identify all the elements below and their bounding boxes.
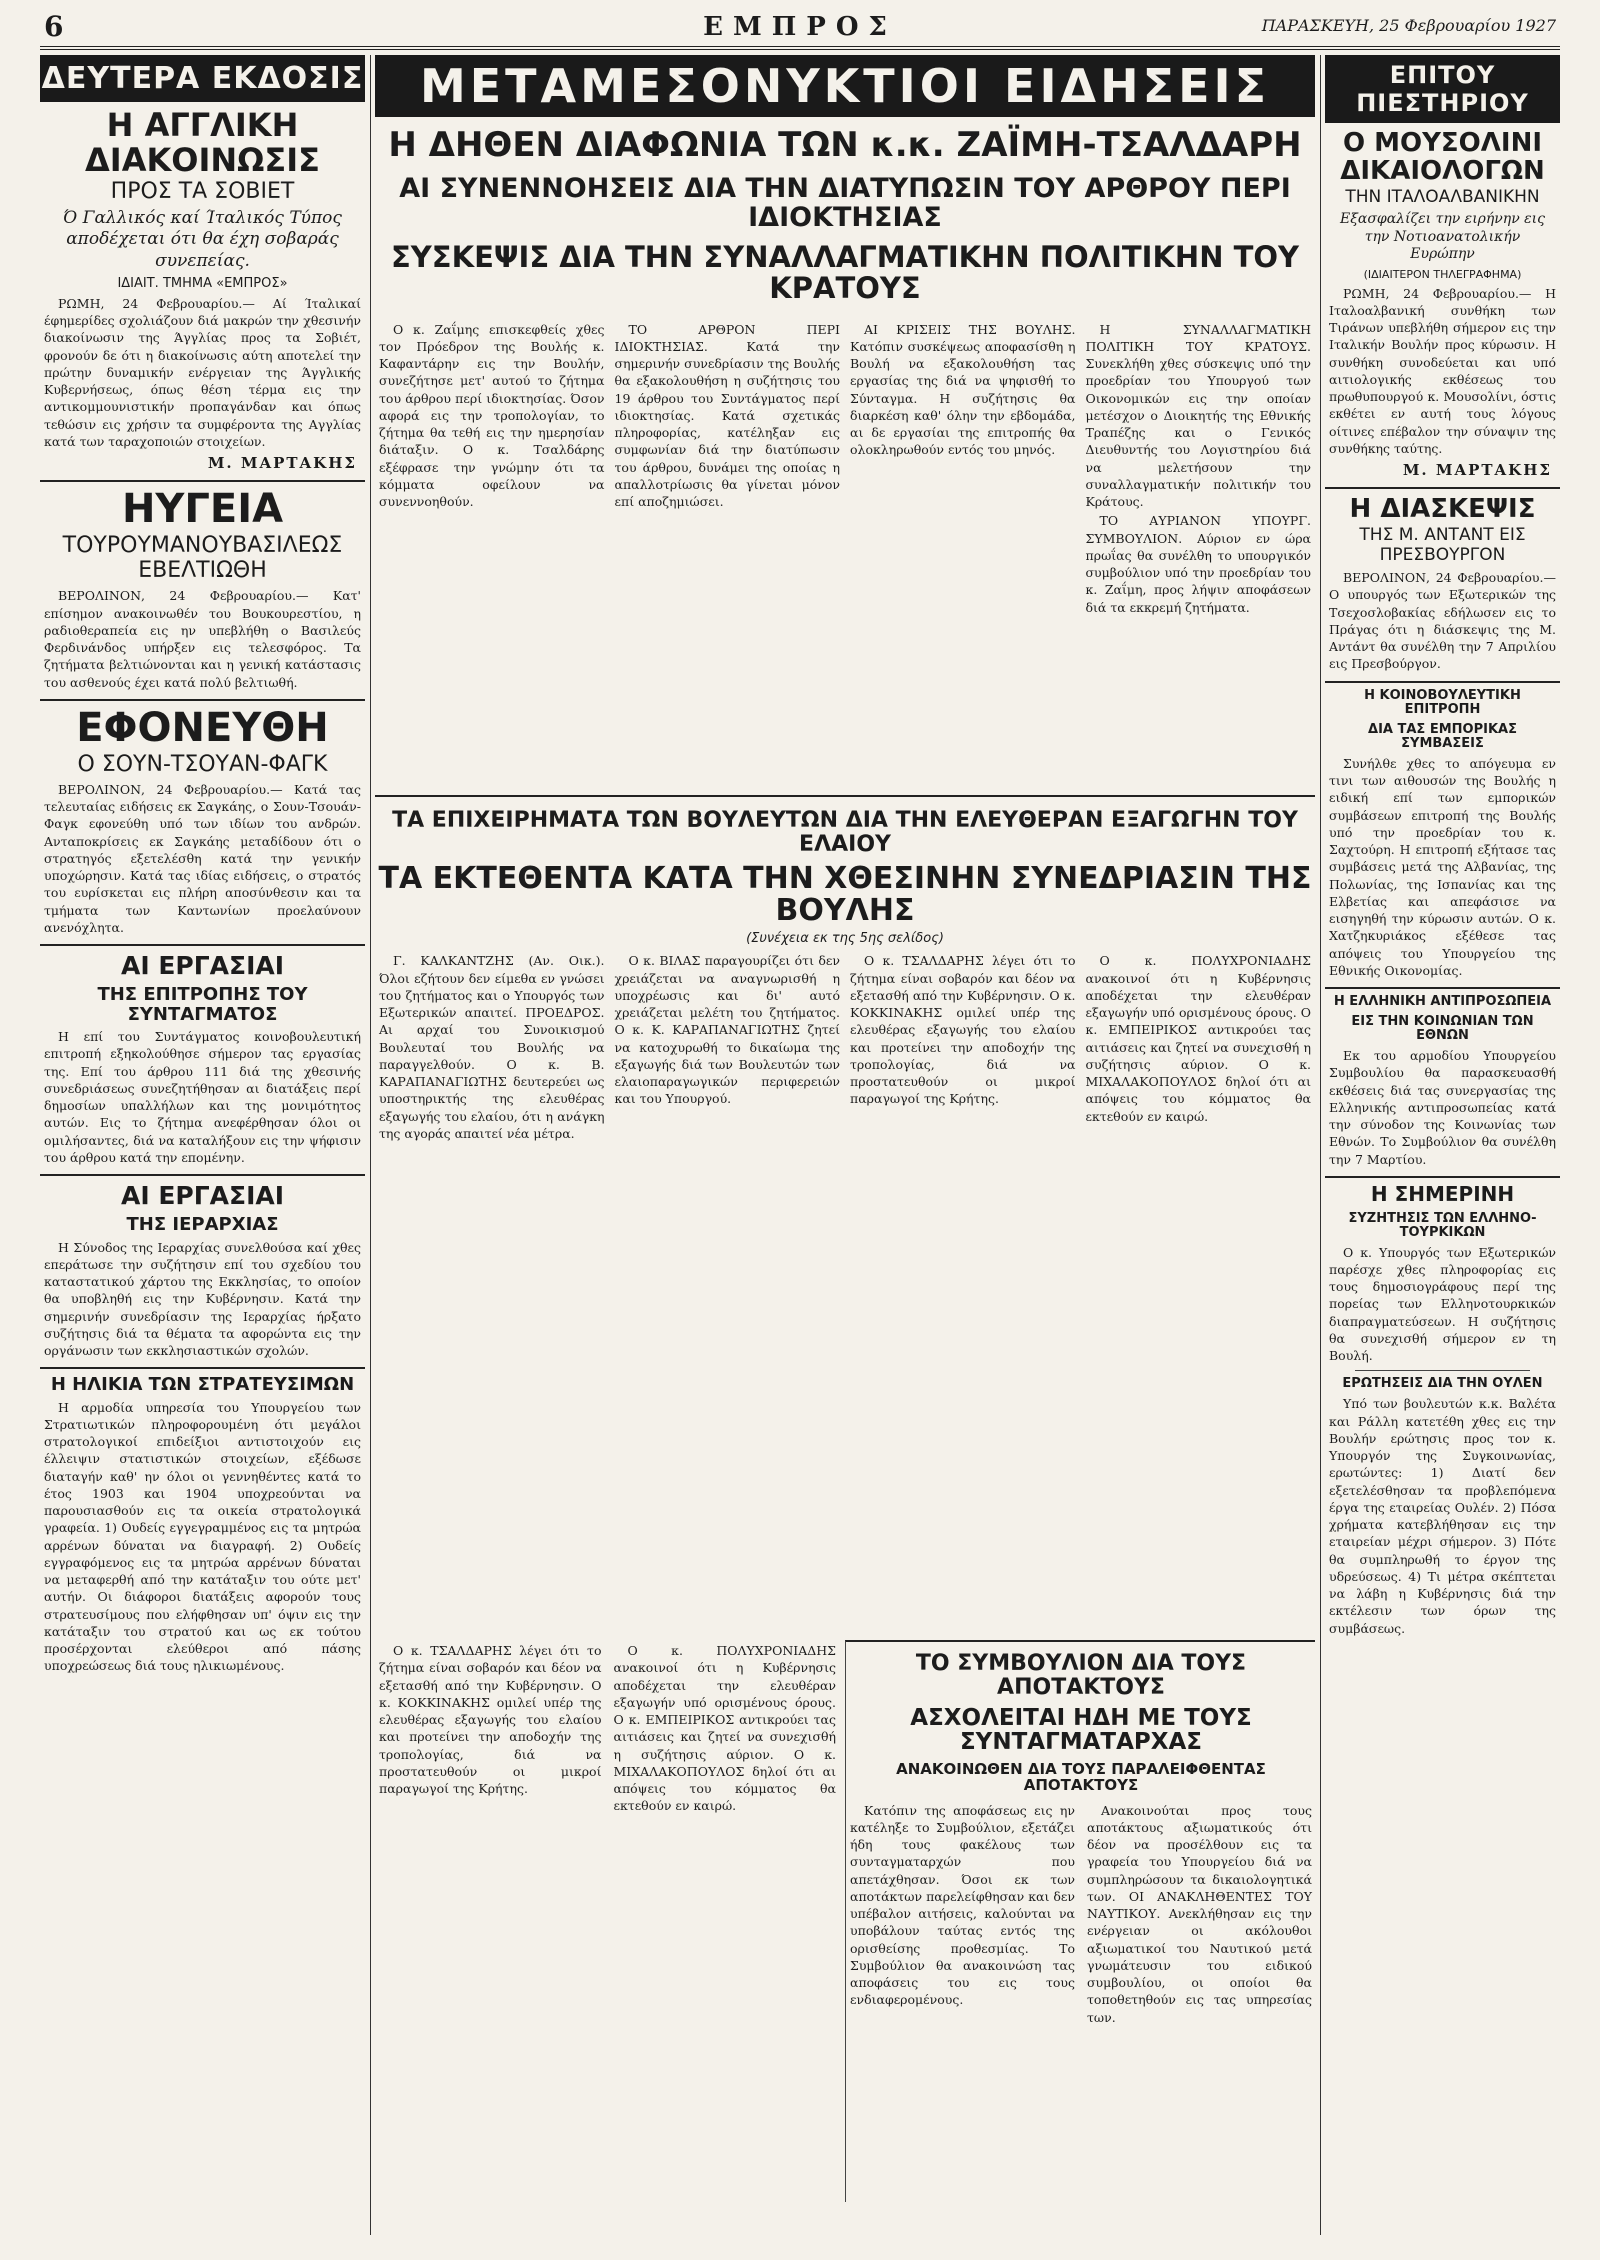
article-body: ΤΟ ΑΥΡΙΑΝΟΝ ΥΠΟΥΡΓ. ΣΥΜΒΟΥΛΙΟΝ. Αύριον εν ώρα πρωΐας θα συνέλθη το υπουργικόν συμβούλιον υπό την προεδρίαν του κ. Ζαΐμη, προς λήψιν αποφάσεων διά τα εκκρεμή ζητήματα.	[1085, 513, 1311, 615]
headline-3: ΣΥΣΚΕΨΙΣ ΔΙΑ ΤΗΝ ΣΥΝΑΛΛΑΓΜΑΤΙΚΗΝ ΠΟΛΙΤΙΚΗΝ ΤΟΥ ΚΡΑΤΟΥΣ	[390, 240, 1300, 306]
article-body: Υπό των βουλευτών κ.κ. Βαλέτα και Ράλλη κατετέθη χθες εις την Βουλήν ερώτησις προς τον κ. Υπουργόν της Συγκοινωνίας, ερωτώντες: 1) Διατί δεν εξετελέσθησαν τα προβλεπόμενα έργα της εταιρείας Ουλέν. 2) Πόσα χρήματα κατεβλήθησαν εις την εταιρείαν μέχρι σήμερον. 3) Πότε θα συμπληρωθή το έργον της υδρεύσεως. 4) Τι μέτρα σκέπτεται να λάβη η Κυβέρνησις διά την εκτέλεσιν των όρων της συμβάσεως.	[1329, 1396, 1556, 1636]
article-body: Ανακοινούται προς τους αποτάκτους αξιωματικούς ότι δέον να προσέλθουν εις τα γραφεία του Υπουργείου διά να συμπληρώσουν τα δικαιολογητικά των. ΟΙ ΑΝΑΚΛΗΘΕΝΤΕΣ ΤΟΥ ΝΑΥΤΙΚΟΥ. Ανεκλήθησαν εις την ενέργειαν οι ακόλουθοι αξιωματικοί του Ναυτικού μετά γνωμάτευσιν του ειδικού συμβουλίου, οι οποίοι θα τοποθετηθούν εις τας υπηρεσίας των.	[1087, 1802, 1312, 2025]
paper-name: ΕΜΠΡΟΣ	[703, 12, 897, 42]
olive-columns	[375, 950, 1315, 1144]
divider	[40, 1174, 365, 1176]
divider	[1325, 681, 1560, 683]
section-banner: ΔΕΥΤΕΡΑ ΕΚΔΟΣΙΣ	[40, 55, 365, 102]
article-body: Εκ του αρμοδίου Υπουργείου Συμβουλίου θα παρασκευασθή εκθέσεις διά τας συνεργασίας της Ελληνικής αντιπροσωπείας κατά την σύνοδον της Κοινωνίας των Εθνών. Το Συμβούλιον θα συνέλθη την 7 Μαρτίου.	[1329, 1048, 1556, 1167]
council-columns	[846, 1800, 1315, 2028]
right-column	[1325, 55, 1560, 2235]
lead-columns	[375, 319, 1315, 618]
article-british-note	[40, 108, 365, 472]
article-body: Συνήλθε χθες το απόγευμα εν τινι των αιθουσών της Βουλής η ειδική επί των εμπορικών συμβάσεων επιτροπή της Βουλής υπό την προεδρίαν του κ. Σαχτούρη. Η επιτροπή εξήτασε τας συμβάσεις μετά της Αλβανίας, της Πολωνίας, της Ισπανίας και της Ελβετίας και απεφάσισε να εισηγηθή την κύρωσιν αυτών. Ο κ. Χατζηκυριάκος εξέθεσε τας απόψεις του Υπουργείου της Εθνικής Οικονομίας.	[1329, 755, 1556, 978]
headline-2: ΑΙ ΣΥΝΕΝΝΟΗΣΕΙΣ ΔΙΑ ΤΗΝ ΔΙΑΤΥΠΩΣΙΝ ΤΟΥ ΑΡΘΡΟΥ ΠΕΡΙ ΙΔΙΟΚΤΗΣΙΑΣ	[399, 172, 1291, 233]
headline: Ο ΜΟΥΣΟΛΙΝΙ ΔΙΚΑΙΟΛΟΓΩΝ	[1340, 128, 1545, 187]
headline: Η ΔΙΑΣΚΕΨΙΣ	[1349, 494, 1536, 525]
article-king-health	[40, 488, 365, 691]
article-body: ΒΕΡΟΛΙΝΟΝ, 24 Φεβρουαρίου.— Κατ' επίσημον ανακοινωθέν του Βουκουρεστίου, η ραδιοθεραπεία εις ην υπεβλήθη ο Βασιλεύς Φερδινάνδος υπήρξεν εις τελεσφόρος. Τα ζητήματα βελτιώνονται και η γενική κατάστασις του ασθενούς έχει κατά πολύ βελτιωθή.	[44, 588, 361, 690]
article-conscripts	[40, 1375, 365, 1674]
subheadline: ΤΗΝ ΙΤΑΛΟΑΛΒΑΝΙΚΗΝ	[1345, 187, 1540, 208]
subheadline: ΣΥΖΗΤΗΣΙΣ ΤΩΝ ΕΛΛΗΝΟ-ΤΟΥΡΚΙΚΩΝ	[1348, 1210, 1537, 1240]
article-constitution-committee	[40, 952, 365, 1166]
headline-3: ΑΝΑΚΟΙΝΩΘΕΝ ΔΙΑ ΤΟΥΣ ΠΑΡΑΛΕΙΦΘΕΝΤΑΣ ΑΠΟΤΑΚΤΟΥΣ	[896, 1760, 1266, 1795]
section-banner: ΜΕΤΑΜΕΣΟΝΥΚΤΙΟΙ ΕΙΔΗΣΕΙΣ	[375, 55, 1315, 117]
article-body: Η Σύνοδος της Ιεραρχίας συνελθούσα καί χθες επεράτωσε την συζήτησιν επί του σχεδίου του καταστατικού χάρτου της Εκκλησίας, το οποίον θα υποβληθή εις την Κυβέρνησιν. Κατά την σημερινήν συνεδρίασιν της Ιεραρχίας ήρξατο συζήτησις διά τα θέματα τα αφορώντα εις την οργάνωσιν των εκκλησιαστικών σχολών.	[44, 1239, 361, 1359]
headline: ΑΙ ΕΡΓΑΣΙΑΙ	[120, 1181, 285, 1211]
article-body: Ο κ. Υπουργός των Εξωτερικών παρέσχε χθες πληροφορίας εις τους δημοσιογράφους περί της πορείας των Ελληνοτουρκικών διαπραγματεύσεων. Η συζήτησις θα συνεχισθή σήμερον εν τη Βουλή.	[1329, 1244, 1556, 1364]
byline: Μ. ΜΑΡΤΑΚΗΣ	[1402, 461, 1552, 480]
article-hierarchy	[40, 1182, 365, 1359]
article-body: ΒΕΡΟΛΙΝΟΝ, 24 Φεβρουαρίου.— Κατά τας τελευταίας ειδήσεις εκ Σαγκάης, ο Σουν-Τσουάν-Φαγκ εφονεύθη υπό των ιδίων του ανδρών. Ανταποκρίσεις εκ Σαγκάης μεταδίδουν ότι ο στρατηγός εξετελέσθη κατά την γενικήν υποχώρησιν. Κατά τας ιδίας ειδήσεις, ο στρατός του ευρίσκεται εις πλήρη αποσύνθεσιν και τα τμήματα των Καντωνίων προελαύνουν ανενόχλητα.	[44, 781, 361, 935]
subheadline: ΤΗΣ ΕΠΙΤΡΟΠΗΣ ΤΟΥ ΣΥΝΤΑΓΜΑΤΟΣ	[97, 984, 308, 1025]
headline: Η ΕΛΛΗΝΙΚΗ ΑΝΤΙΠΡΟΣΩΠΕΙΑ	[1333, 994, 1552, 1010]
article-entente	[1325, 495, 1560, 673]
headline: ΑΙ ΕΡΓΑΣΙΑΙ	[120, 951, 285, 981]
article-body: ΡΩΜΗ, 24 Φεβρουαρίου.— Αί Ίταλικαί έφημερίδες σχολιάζουν διά μακρών την χθεσινήν διακοίνωσιν της Άγγλίας προς τα Σοβιέτ, φρονούν δε ότι η διακοίνωσις αύτη αποτελεί την πρώτην δυναμικήν ενέργειαν της Άγγλικής Κυβερνήσεως, όπως θέση τέρμα εις την αντικομμουνιστικήν προπαγάνδαν και όπως τεθώσιν εις χρήσιν τα συμφέροντα της Αγγλίας κατά των ταραχοποιών στοιχείων.	[44, 295, 361, 449]
article-greek-turkish	[1325, 1181, 1560, 1364]
article-mussolini	[1325, 129, 1560, 479]
section-banner: ΕΠΙΤΟΥ ΠΙΕΣΤΗΡΙΟΥ	[1325, 55, 1560, 123]
left-column	[40, 55, 365, 2235]
deck: Εξασφαλίζει την ειρήνην εις την Νοτιοανατολικήν Ευρώπην	[1339, 211, 1546, 263]
article-body: ΒΕΡΟΛΙΝΟΝ, 24 Φεβρουαρίου.— Ο υπουργός των Εξωτερικών της Τσεχοσλοβακίας εδήλωσεν εις το Πράγας ότι η διάσκεψις της Μ. Αντάντ θα συνέλθη την 7 Απριλίου εις Πρεσβούργον.	[1329, 570, 1556, 672]
article-lead	[375, 121, 1315, 791]
olive-continuation-columns	[375, 1640, 840, 1817]
article-body: Ο κ. Ζαΐμης επισκεφθείς χθες τον Πρόεδρον της Βουλής κ. Καφαντάρην εις την Βουλήν, συνεζήτησε μετ' αυτού το ζήτημα του άρθρου περί ιδιοκτησίας. Όσον αφορά εις την τροπολογίαν, το ζήτημα θα τεθή εις την ημερησίαν διάταξιν. Ο κ. Τσαλδάρης εξέφρασε την γνώμην ότι τα κόμματα οφείλουν να συνεννοηθούν.	[379, 321, 605, 510]
headline: Η ΑΓΓΛΙΚΗ ΔΙΑΚΟΙΝΩΣΙΣ	[85, 106, 320, 179]
article-body: Ο κ. ΤΣΑΛΔΑΡΗΣ λέγει ότι το ζήτημα είναι σοβαρόν και δέον να εξετασθή από την Κυβέρνησιν. Ο κ. ΚΟΚΚΙΝΑΚΗΣ ομιλεί υπέρ της ελευθέρας εξαγωγής του ελαίου και προτείνει την αποδοχήν της τροπολογίας, διά να προστατευθούν οι μικροί παραγωγοί της Κρήτης.	[850, 953, 1076, 1107]
article-league-of-nations	[1325, 995, 1560, 1168]
subheadline: ΤΟΥΡΟΥΜΑΝΟΥΒΑΣΙΛΕΩΣ ΕΒΕΛΤΙΩΘΗ	[62, 533, 343, 584]
byline: Μ. ΜΑΡΤΑΚΗΣ	[207, 454, 357, 473]
headline: Η ΣΗΜΕΡΙΝΗ	[1370, 1181, 1515, 1206]
headline: Η ΔΗΘΕΝ ΔΙΑΦΩΝΙΑ ΤΩΝ κ.κ. ΖΑΪΜΗ-ΤΣΑΛΔΑΡΗ	[388, 125, 1302, 165]
subheadline: ΔΙΑ ΤΑΣ ΕΜΠΟΡΙΚΑΣ ΣΥΜΒΑΣΕΙΣ	[1368, 721, 1517, 751]
deck: Ό Γαλλικός καί Ίταλικός Τύπος αποδέχεται ότι θα έχη σοβαράς συνεπείας.	[63, 208, 342, 271]
article-trade-committee	[1325, 689, 1560, 979]
article-killed	[40, 704, 365, 936]
divider	[40, 480, 365, 482]
headline: Η ΚΟΙΝΟΒΟΥΛΕΥΤΙΚΗ ΕΠΙΤΡΟΠΗ	[1364, 687, 1521, 717]
divider	[40, 1367, 365, 1369]
issue-date: ΠΑΡΑΣΚΕΥΗ, 25 Φεβρουαρίου 1927	[1261, 16, 1556, 35]
headline: ΕΡΩΤΗΣΕΙΣ ΔΙΑ ΤΗΝ ΟΥΛΕΝ	[1342, 1376, 1543, 1392]
continuation-note: (Συνέχεια εκ της 5ης σελίδος)	[746, 931, 944, 947]
article-body: Ο κ. ΠΟΛΥΧΡΟΝΙΑΔΗΣ ανακοινοί ότι η Κυβέρνησις αποδέχεται την ελευθέραν εξαγωγήν υπό ορισμένους όρους. Ο κ. ΕΜΠΕΙΡΙΚΟΣ αντικρούει τας αιτιάσεις και ζητεί να συνεχισθή η συζήτησις αύριον. Ο κ. ΜΙΧΑΛΑΚΟΠΟΥΛΟΣ δηλοί ότι αι απόψεις του κόμματος θα εκτεθούν εν καιρώ.	[613, 1643, 836, 1814]
article-body: Η επί του Συντάγματος κοινοβουλευτική επιτροπή εξηκολούθησε σήμερον τας εργασίας της. Επί του άρθρου 111 διά της χθεσινής συνεδριάσεως συνεζητήθησαν αι διατάξεις περί δημοσίων υπαλλήλων και της μονιμότητος αυτών. Εις το ζήτημα ανεφέρθησαν όλοι οι ομιλήσαντες, διά να καταλήξουν εις την ψήφισιν του άρθρου κατά την επομένην.	[44, 1029, 361, 1165]
headline-2: ΤΑ ΕΚΤΕΘΕΝΤΑ ΚΑΤΑ ΤΗΝ ΧΘΕΣΙΝΗΝ ΣΥΝΕΔΡΙΑΣΙΝ ΤΗΣ ΒΟΥΛΗΣ	[378, 860, 1312, 928]
source-line: (ΙΔΙΑΙΤΕΡΟΝ ΤΗΛΕΓΡΑΦΗΜΑ)	[1363, 267, 1522, 281]
article-council-dismissed	[845, 1640, 1315, 2202]
article-body: ΡΩΜΗ, 24 Φεβρουαρίου.— Η Ιταλοαλβανική συνθήκη των Τιράνων υπεβλήθη σήμερον εις την Ιταλικήν Βουλήν προς κύρωσιν. Η συνθήκη συνοδεύεται και υπό αιτιολογικής εκθέσεως του πρωθυπουργού κ. Μουσολίνι, όστις εκθέτει εν αυτή τους λόγους οίτινες επέβαλον την σύναψιν της συνθήκης ταύτης.	[1329, 285, 1556, 456]
headline: ΕΦΟΝΕΥΘΗ	[76, 704, 329, 751]
article-ulen	[1325, 1377, 1560, 1637]
divider	[40, 699, 365, 701]
divider	[40, 944, 365, 946]
headline: ΤΑ ΕΠΙΧΕΙΡΗΜΑΤΑ ΤΩΝ ΒΟΥΛΕΥΤΩΝ ΔΙΑ ΤΗΝ ΕΛΕΥΘΕΡΑΝ ΕΞΑΓΩΓΗΝ ΤΟΥ ΕΛΑΙΟΥ	[392, 808, 1298, 857]
divider	[1325, 487, 1560, 489]
article-body: ΤΟ ΑΡΘΡΟΝ ΠΕΡΙ ΙΔΙΟΚΤΗΣΙΑΣ. Κατά την σημερινήν συνεδρίασιν της Βουλής θα εξακολουθήση η συζήτησις του 19 άρθρου του Συντάγματος περί ιδιοκτησίας. Κατά σχετικάς πληροφορίας, κατέληξαν εις συμφωνίαν διά την διατύπωσιν του άρθρου, δυνάμει της οποίας η απαλλοτρίωσις θα γίνεται μόνον επί αποζημιώσει.	[614, 321, 840, 510]
masthead	[40, 8, 1560, 50]
article-body: Ο κ. ΤΣΑΛΔΑΡΗΣ λέγει ότι το ζήτημα είναι σοβαρόν και δέον να εξετασθή από την Κυβέρνησιν. Ο κ. ΚΟΚΚΙΝΑΚΗΣ ομιλεί υπέρ της ελευθέρας εξαγωγής του ελαίου και προτείνει την αποδοχήν της τροπολογίας, διά να προστατευθούν οι μικροί παραγωγοί της Κρήτης.	[379, 1643, 602, 1796]
headline: Η ΗΛΙΚΙΑ ΤΩΝ ΣΤΡΑΤΕΥΣΙΜΩΝ	[50, 1374, 355, 1396]
headline: ΤΟ ΣΥΜΒΟΥΛΙΟΝ ΔΙΑ ΤΟΥΣ ΑΠΟΤΑΚΤΟΥΣ	[915, 1651, 1247, 1700]
source-line: ΙΔΙΑΙΤ. ΤΜΗΜΑ «ΕΜΠΡΟΣ»	[117, 275, 288, 291]
article-body: Γ. ΚΑΛΚΑΝΤΖΗΣ (Αν. Οικ.). Όλοι εζήτουν δεν είμεθα εν γνώσει του ζητήματος και ο Υπουργός των Εξωτερικών απαιτεί. ΠΡΟΕΔΡΟΣ. Αι αρχαί του Συνοικισμού Βουλευταί του Βουλής να παραγγελθούν. Ο κ. Β. ΚΑΡΑΠΑΝΑΓΙΩΤΗΣ δευτερεύει ως υποστηρικτής της ελευθέρας εξαγωγής του ελαίου, ότι η ανάγκη της αγοράς απαιτεί νέα μέτρα.	[379, 953, 605, 1141]
column-rule	[370, 55, 371, 2235]
subheadline: Ο ΣΟΥΝ-ΤΣΟΥΑΝ-ΦΑΓΚ	[77, 751, 328, 777]
divider	[1325, 1176, 1560, 1178]
center-column	[375, 55, 1315, 2235]
subheadline: ΠΡΟΣ ΤΑ ΣΟΒΙΕΤ	[110, 179, 295, 205]
lead-column-4	[1086, 319, 1312, 618]
article-body: Ο κ. ΒΙΛΑΣ παραγουρίζει ότι δεν χρειάζεται να αναγνωρισθή η υποχρέωσις και δι' αυτό χρειάζεται μελέτη του ζητήματος. Ο κ. Κ. ΚΑΡΑΠΑΝΑΓΙΩΤΗΣ ζητεί να κατοχυρωθή το δικαίωμα της εξαγωγής διά των Βουλευτών των ελαιοπαραγωγικών περιφερειών και του Υπουργού.	[614, 953, 840, 1107]
article-olive-export	[375, 795, 1315, 1637]
article-body: Η ΣΥΝΑΛΛΑΓΜΑΤΙΚΗ ΠΟΛΙΤΙΚΗ ΤΟΥ ΚΡΑΤΟΥΣ. Συνεκλήθη χθες σύσκεψις υπό την προεδρίαν του Υπουργού των Οικονομικών εις την οποίαν μετέσχον ο Διοικητής της Εθνικής Τραπέζης και ο Γενικός Διευθυντής του Λογιστηρίου διά να μελετήσουν την συναλλαγματικήν πολιτικήν του Κράτους.	[1085, 321, 1311, 510]
headline: ΗΥΓΕΙΑ	[121, 486, 284, 533]
article-body: ΑΙ ΚΡΙΣΕΙΣ ΤΗΣ ΒΟΥΛΗΣ. Κατόπιν συσκέψεως αποφασίσθη η Βουλή να εξακολουθήση τας εργασίας της διά να ψηφισθή το Σύνταγμα. Η συζήτησις θα διαρκέση καθ' όλην την εβδομάδα, αι δε εργασίαι της επιτροπής θα ολοκληρωθούν εντός του μηνός.	[850, 321, 1076, 458]
article-body: Κατόπιν της αποφάσεως εις ην κατέληξε το Συμβούλιον, εξετάζει ήδη τους φακέλους των συνταγματαρχών που απετάχθησαν. Όσοι εκ των αποτάκτων παρελείφθησαν και δεν υπέβαλον αιτήσεις, καλούνται να υποβάλουν ταύτας εντός της ορισθείσης προθεσμίας. Το Συμβούλιον θα ανακοινώση τας αποφάσεις του εις τους ενδιαφερομένους.	[850, 1802, 1075, 2008]
divider	[1325, 987, 1560, 989]
subheadline: ΤΗΣ Μ. ΑΝΤΑΝΤ ΕΙΣ ΠΡΕΣΒΟΥΡΓΟΝ	[1359, 525, 1526, 566]
article-body: Η αρμοδία υπηρεσία του Υπουργείου των Στρατιωτικών πληροφορουμένη ότι μεγάλοι στρατολογικοί επιδείξιοι αντιστοιχούν εις έλλειψιν στατιστικών στοιχείων, εξέδωσε διαταγήν καθ' ην όλοι οι γεννηθέντες κατά το έτος 1903 και 1904 υποχρεούνται να παρουσιασθούν εις τα οικεία στρατολογικά γραφεία. 1) Ουδείς εγγεγραμμένος εις τα μητρώα αρρένων δύναται να διαγραφή. 2) Ουδείς εγγραφόμενος εις τα μητρώα αρρένων δύναται να μεταφερθή από την κατάταξιν του ούτε μετ' αυτήν. Οι διάφοροι διατάξεις αφορούν τους στρατευσίμους που ελήφθησαν υπ' όψιν εις την κατάταξιν του στρατού και ως εκ τούτου προσέρχονται ελεύθεροι από πάσης υποχρεώσεως διά τους ηλικιωμένους.	[44, 1399, 361, 1674]
headline-2: ΑΣΧΟΛΕΙΤΑΙ ΗΔΗ ΜΕ ΤΟΥΣ ΣΥΝΤΑΓΜΑΤΑΡΧΑΣ	[910, 1704, 1252, 1756]
column-rule	[1320, 55, 1321, 2235]
divider	[1355, 1370, 1530, 1371]
article-body: Ο κ. ΠΟΛΥΧΡΟΝΙΑΔΗΣ ανακοινοί ότι η Κυβέρνησις αποδέχεται την ελευθέραν εξαγωγήν υπό ορισμένους όρους. Ο κ. ΕΜΠΕΙΡΙΚΟΣ αντικρούει τας αιτιάσεις και ζητεί να συνεχισθή η συζήτησις αύριον. Ο κ. ΜΙΧΑΛΑΚΟΠΟΥΛΟΣ δηλοί ότι αι απόψεις του κόμματος θα εκτεθούν εν καιρώ.	[1085, 953, 1311, 1124]
subheadline: ΕΙΣ ΤΗΝ ΚΟΙΝΩΝΙΑΝ ΤΩΝ ΕΘΝΩΝ	[1351, 1014, 1534, 1044]
olive-continuation	[375, 1640, 840, 2200]
subheadline: ΤΗΣ ΙΕΡΑΡΧΙΑΣ	[126, 1214, 279, 1236]
page-number: 6	[44, 10, 64, 43]
